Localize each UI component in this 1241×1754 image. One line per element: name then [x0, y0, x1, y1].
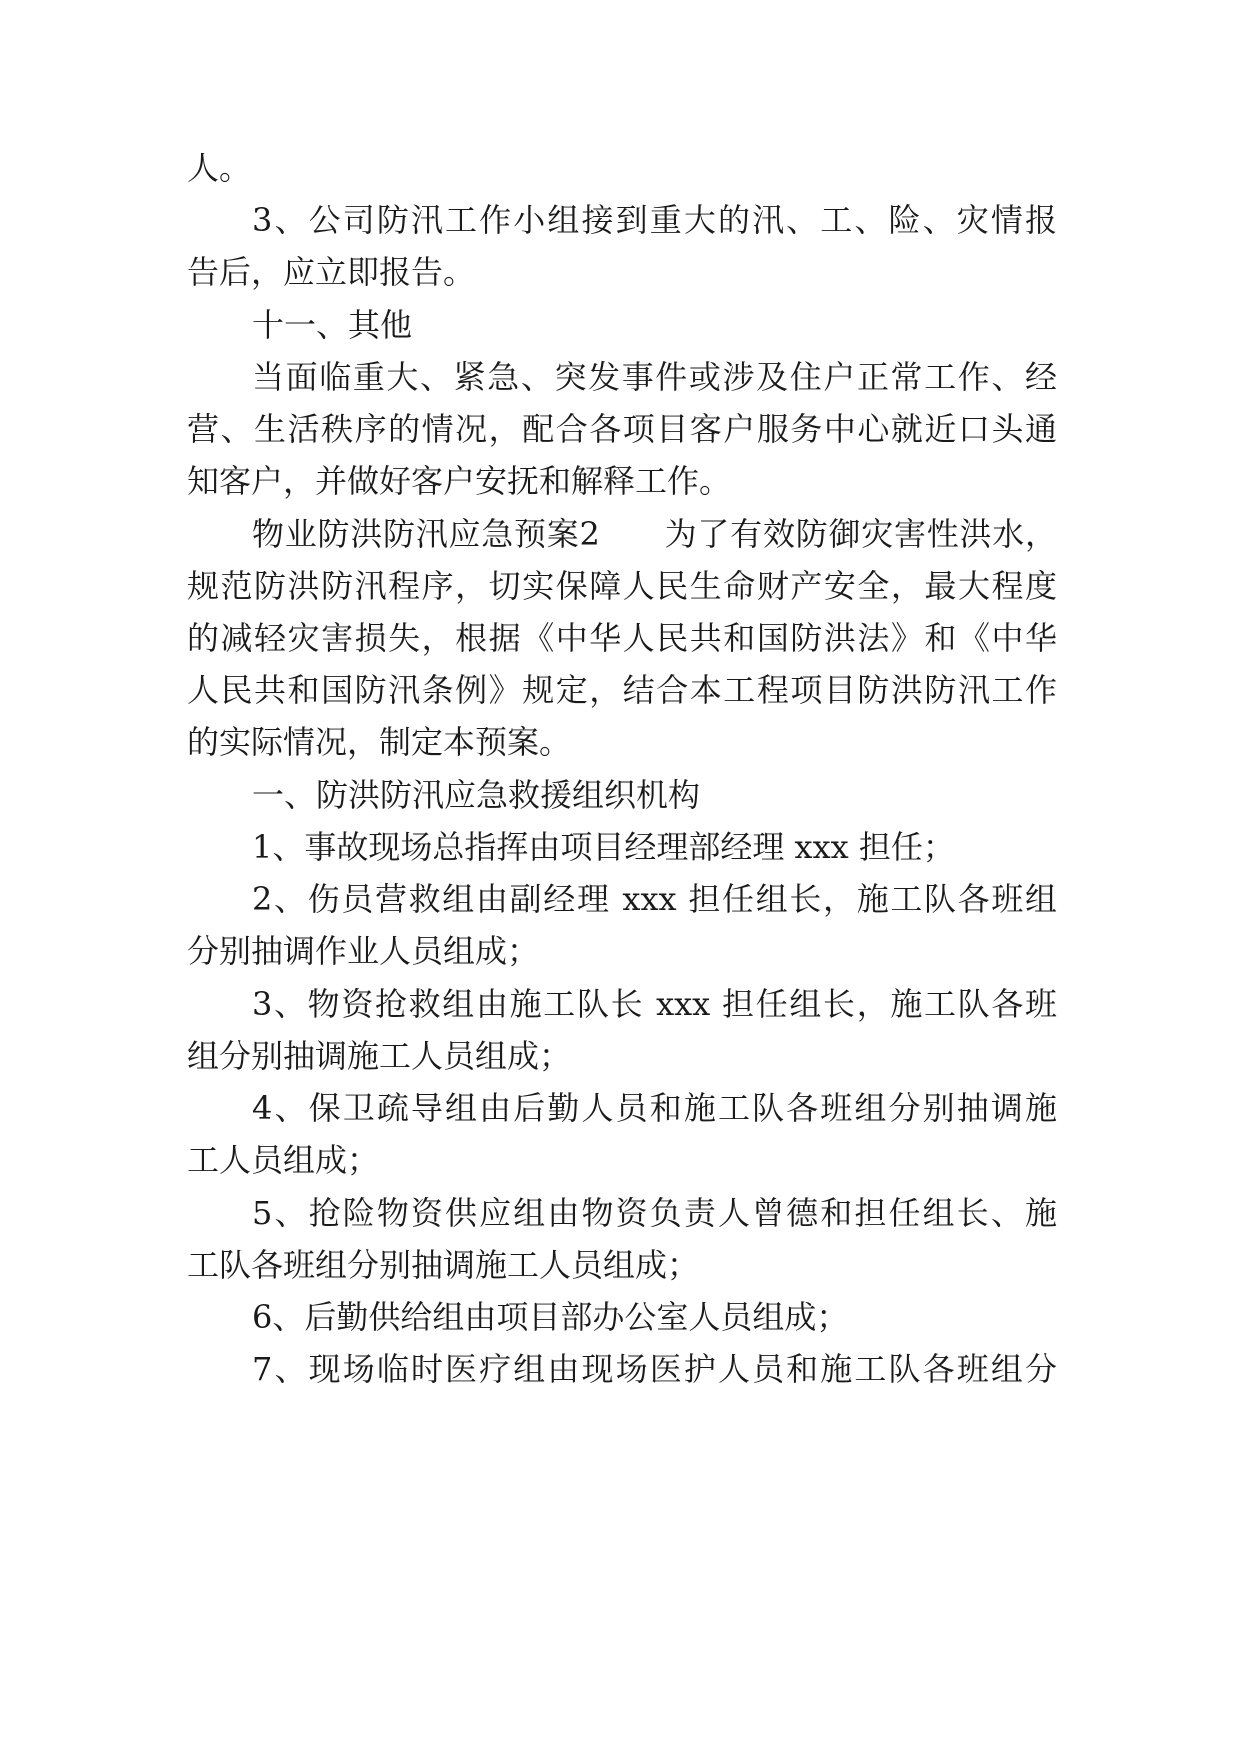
text-line: 6、后勤供给组由项目部办公室人员组成；: [252, 1298, 849, 1336]
text-line: 工人员组成；: [187, 1141, 380, 1179]
text-fragment: 为了有效防御灾害性洪水，: [663, 515, 1057, 553]
text-line: 3、物资抢救组由施工队长 xxx 担任组长，施工队各班: [252, 985, 1057, 1023]
text-line: 1、事故现场总指挥由项目经理部经理 xxx 担任；: [252, 828, 955, 866]
text-line: 5、抢险物资供应组由物资负责人曾德和担任组长、施: [252, 1194, 1057, 1232]
text-line: 分别抽调作业人员组成；: [187, 932, 540, 970]
document-title: 物业防洪防汛应急预案2: [252, 515, 600, 553]
text-line: 的实际情况，制定本预案。: [187, 723, 572, 761]
text-line: 组分别抽调施工人员组成；: [187, 1037, 572, 1075]
text-line: 7、现场临时医疗组由现场医护人员和施工队各班组分: [252, 1350, 1057, 1388]
text-line: 知客户，并做好客户安抚和解释工作。: [187, 462, 732, 500]
text-line: 工队各班组分别抽调施工人员组成；: [187, 1246, 700, 1284]
text-line: 告后，应立即报告。: [187, 253, 476, 291]
text-line: 4、保卫疏导组由后勤人员和施工队各班组分别抽调施: [252, 1089, 1057, 1127]
text-line: 人。: [187, 149, 252, 187]
text-line: 人民共和国防汛条例》规定，结合本工程项目防洪防汛工作: [187, 671, 1057, 709]
text-line: 当面临重大、紧急、突发事件或涉及住户正常工作、经: [252, 358, 1057, 396]
text-line: 2、伤员营救组由副经理 xxx 担任组长，施工队各班组: [252, 880, 1057, 918]
text-line: 的减轻灾害损失，根据《中华人民共和国防洪法》和《中华: [187, 619, 1057, 657]
text-line: [252, 514, 1057, 554]
text-line: 营、生活秩序的情况，配合各项目客户服务中心就近口头通: [187, 410, 1057, 448]
text-line: 规范防洪防汛程序，切实保障人民生命财产安全，最大程度: [187, 567, 1057, 605]
section-heading: 一、防洪防汛应急救援组织机构: [252, 776, 701, 814]
section-heading: 十一、其他: [252, 306, 413, 344]
text-line: 3、公司防汛工作小组接到重大的汛、工、险、灾情报: [252, 201, 1057, 239]
